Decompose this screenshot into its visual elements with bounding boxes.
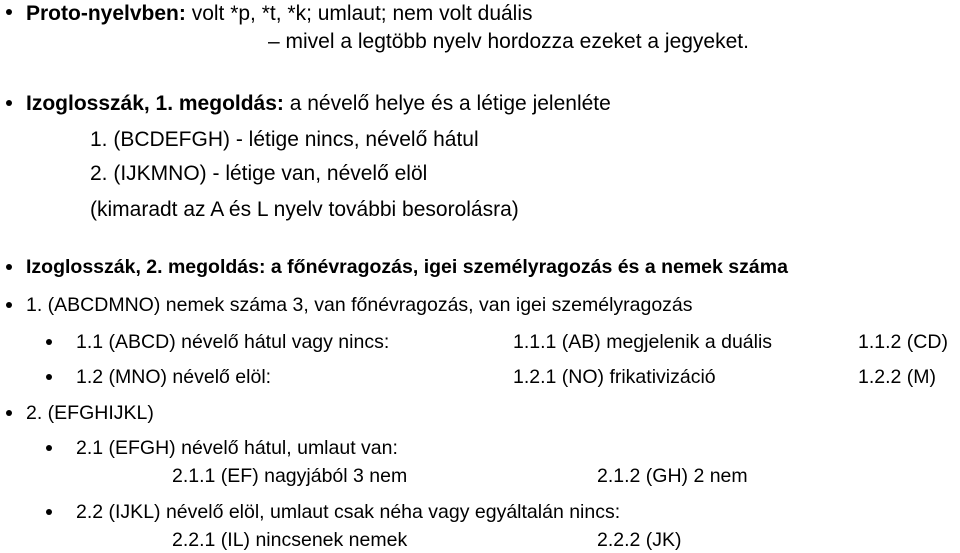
row-1-1-b: 1.1.1 (AB) megjelenik a duális	[513, 331, 773, 353]
izo1-label: Izoglosszák, 1. megoldás:	[26, 92, 284, 115]
row-1-2-c: 1.2.2 (M)	[858, 366, 937, 388]
bullet-group-2	[6, 410, 12, 416]
bullet-2-2	[46, 509, 52, 515]
row-1-2-a: 1.2 (MNO) névelő elöl:	[76, 366, 272, 388]
bullet-izo1	[6, 100, 12, 106]
row-1-2	[0, 368, 960, 390]
bullet-izo2	[6, 264, 12, 270]
group-2: 2. (EFGHIJKL)	[26, 402, 154, 424]
row-2-2-1: 2.2.1 (IL) nincsenek nemek	[172, 529, 408, 551]
row-2-1-sub	[0, 467, 960, 489]
proto-line	[26, 3, 533, 24]
izo1-heading	[26, 93, 611, 114]
proto-label: Proto-nyelvben:	[26, 2, 186, 25]
row-2-1-1: 2.1.1 (EF) nagyjából 3 nem	[172, 465, 408, 487]
izo1-note: (kimaradt az A és L nyelv további besorolásra)	[90, 198, 519, 221]
row-1-1-c: 1.1.2 (CD)	[858, 331, 948, 353]
bullet-group-1	[6, 302, 12, 308]
row-1-2-b: 1.2.1 (NO) frikativizáció	[513, 366, 716, 388]
proto-text: volt *p, *t, *k; umlaut; nem volt duális	[185, 2, 533, 25]
row-1-1	[0, 333, 960, 355]
izo1-item-2: 2. (IJKMNO) - létige van, névelő elöl	[90, 162, 428, 185]
row-1-1-a: 1.1 (ABCD) névelő hátul vagy nincs:	[76, 331, 390, 353]
proto-reason: – mivel a legtöbb nyelv hordozza ezeket a jegyeket.	[268, 30, 749, 53]
row-2-2-2: 2.2.2 (JK)	[597, 529, 682, 551]
izo2-heading: Izoglosszák, 2. megoldás: a főnévragozás, igei személyragozás és a nemek száma	[26, 256, 788, 278]
row-2-1-2: 2.1.2 (GH) 2 nem	[597, 465, 748, 487]
row-2-2-sub	[0, 531, 960, 553]
row-2-2: 2.2 (IJKL) névelő elöl, umlaut csak néha vagy egyáltalán nincs:	[76, 501, 621, 523]
bullet-proto	[6, 9, 12, 15]
izo1-item-1: 1. (BCDEFGH) - létige nincs, névelő hátul	[90, 128, 479, 151]
bullet-2-1	[46, 445, 52, 451]
group-1: 1. (ABCDMNO) nemek száma 3, van főnévragozás, van igei személyragozás	[26, 294, 693, 316]
izo1-text: a névelő helye és a létige jelenléte	[283, 92, 611, 115]
row-2-1: 2.1 (EFGH) névelő hátul, umlaut van:	[76, 437, 398, 459]
